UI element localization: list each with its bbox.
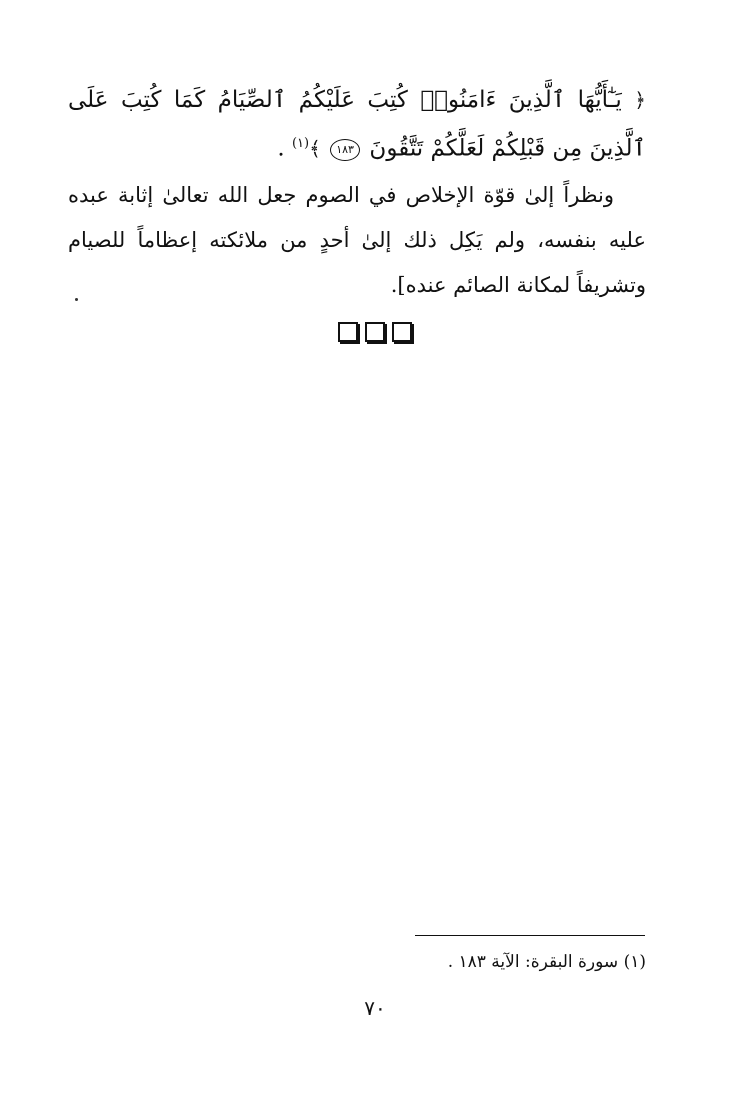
footnote-number: (١) [623,952,646,972]
footnote-text: سورة البقرة: الآية ١٨٣ . [447,952,619,972]
footnote-reference: (١) [291,136,310,151]
verse-text: يَـٰٓأَيُّهَا ٱلَّذِينَ ءَامَنُوا۟ كُتِبَ عَلَيْكُمُ ٱلصِّيَامُ كَمَا كُتِبَ عَلَى ٱلَّذِينَ مِن قَبْلِكُمْ لَعَلَّكُمْ تَتَّقُونَ [68,87,646,162]
main-text [68,78,646,308]
page-number: ٧٠ [364,996,386,1020]
ayah-number-marker: ١٨٣ [330,139,360,161]
verse-end-period: . [277,135,285,162]
verse-open-bracket: ﴿ [634,88,647,112]
quran-verse [68,78,646,171]
body-paragraph: ونظراً إلىٰ قوّة الإخلاص في الصوم جعل الله تعالىٰ إثابة عبده عليه بنفسه، ولم يَكِل ذلك إلىٰ أحدٍ من ملائكته إعظاماً للصيام وتشريفاً لمكانة الصائم عنده]. [68,182,646,297]
section-separator [0,322,750,342]
footnote [448,950,646,974]
verse-close-bracket: ﴾ [309,136,321,161]
separator-box-icon [338,322,358,342]
separator-box-icon [392,322,412,342]
stray-dot-mark [75,298,78,301]
footnote-divider [415,935,645,936]
separator-box-icon [365,322,385,342]
